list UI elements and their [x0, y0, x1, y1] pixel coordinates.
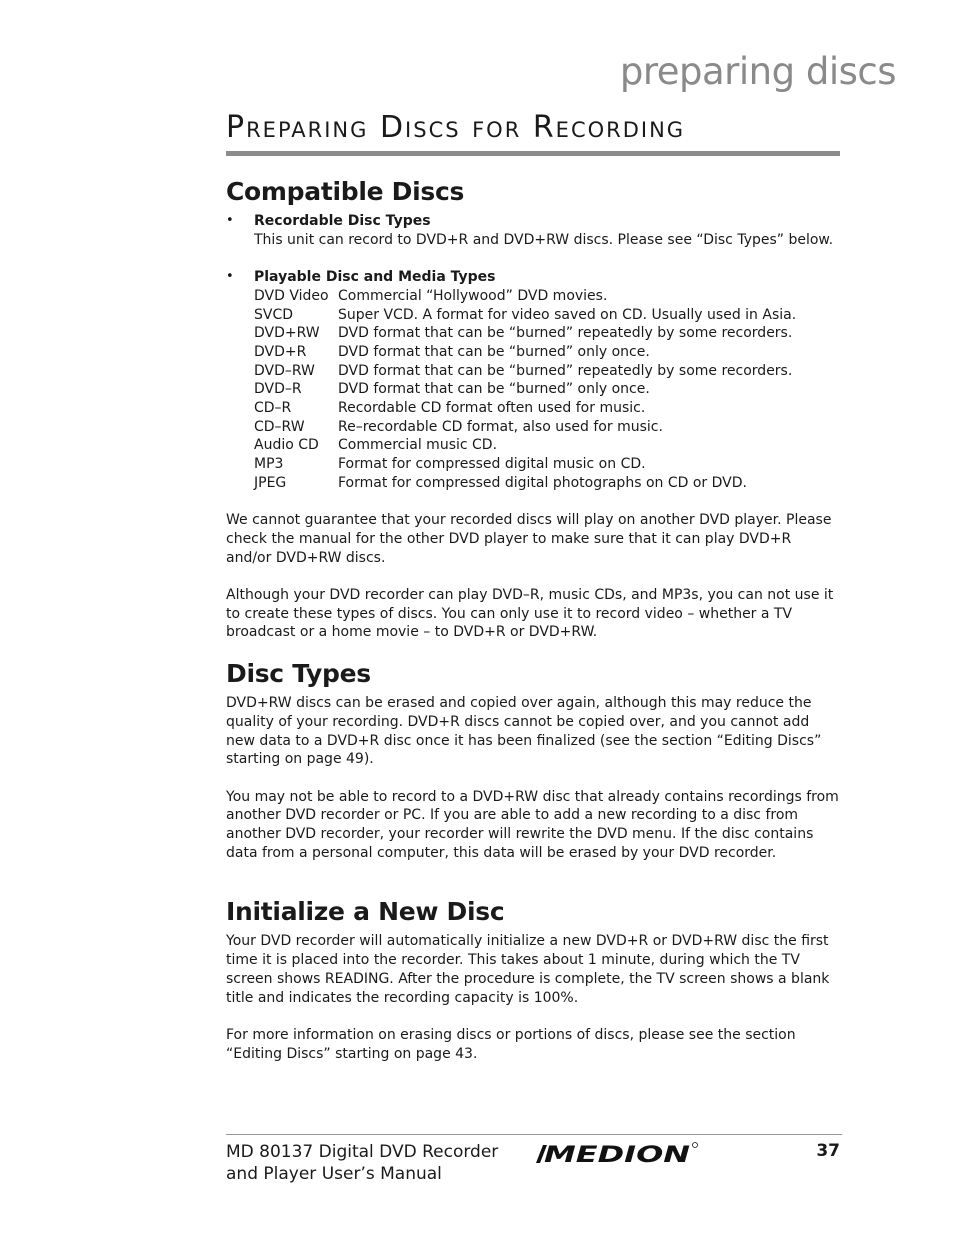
paragraph: Your DVD recorder will automatically initialize a new DVD+R or DVD+RW disc the first time it is placed into the recorder. This takes about 1 minute, during which the TV screen shows READING. After the procedure is complete, the TV screen shows a blank title and indicates the recording capacity is 100%.	[226, 933, 830, 1006]
section-disc-types	[226, 654, 840, 862]
disc-type-name: SVCD	[254, 306, 294, 323]
disc-type-row	[254, 474, 840, 493]
disc-type-row	[254, 306, 840, 325]
disc-type-desc: Recordable CD format often used for music.	[338, 400, 646, 417]
bullet-recordable-disc-types	[226, 212, 840, 249]
paragraph: For more information on erasing discs or portions of discs, please see the section “Editing Discs” starting on page 43.	[226, 1026, 796, 1062]
disc-type-desc: Re–recordable CD format, also used for music.	[338, 418, 663, 435]
disc-type-name: DVD Video	[254, 287, 329, 304]
disc-type-desc: Format for compressed digital music on CD.	[338, 456, 646, 473]
disc-type-name: CD–R	[254, 400, 292, 417]
disc-type-row	[254, 362, 840, 381]
footer-manual-line: MD 80137 Digital DVD Recorder	[226, 1142, 499, 1162]
disc-type-desc: DVD format that can be “burned” repeatedly by some recorders.	[338, 362, 793, 379]
bullet-title: • Playable Disc and Media Types	[254, 269, 496, 286]
section-heading-initialize-new-disc: Initialize a New Disc	[226, 897, 505, 927]
paragraph: Although your DVD recorder can play DVD–R, music CDs, and MP3s, you can not use it to create these types of discs. You can only use it to record video – whether a TV broadcast or a home movie – to DVD+R or DVD+RW.	[226, 587, 834, 641]
disc-type-name: DVD+RW	[254, 325, 320, 342]
paragraph: DVD+RW discs can be erased and copied over again, although this may reduce the quality of your recording. DVD+R discs cannot be copied over, and you cannot add new data to a DVD+R disc once it has been finalized (see the section “Editing Discs” starting on page 49).	[226, 695, 822, 768]
paragraph: We cannot guarantee that your recorded discs will play on another DVD player. Please check the manual for the other DVD player to make sure that it can play DVD+R and/or DVD+RW discs.	[226, 512, 832, 566]
footer-manual-line: and Player User’s Manual	[226, 1164, 442, 1184]
page-number: 37	[816, 1141, 840, 1161]
section-heading-compatible-discs: Compatible Discs	[226, 177, 465, 206]
main-content	[226, 172, 840, 1063]
disc-type-name: MP3	[254, 456, 284, 473]
section-compatible-discs	[226, 172, 840, 642]
disc-type-desc: DVD format that can be “burned” only once.	[338, 343, 650, 360]
disc-type-row	[254, 324, 840, 343]
disc-type-name: CD–RW	[254, 418, 305, 435]
disc-type-name: DVD–R	[254, 381, 302, 398]
medion-logo	[534, 1139, 700, 1167]
disc-type-row	[254, 399, 840, 418]
disc-type-row	[254, 287, 840, 306]
disc-type-name: Audio CD	[254, 437, 319, 454]
disc-type-desc: Commercial music CD.	[338, 437, 498, 454]
disc-type-row	[254, 436, 840, 455]
disc-type-name: DVD–RW	[254, 362, 315, 379]
disc-type-desc: Commercial “Hollywood” DVD movies.	[338, 287, 608, 304]
footer-rule	[226, 1134, 842, 1135]
running-header: preparing discs	[619, 50, 896, 93]
disc-type-desc: Super VCD. A format for video saved on CD. Usually used in Asia.	[338, 306, 797, 323]
disc-type-row	[254, 380, 840, 399]
disc-type-list	[254, 287, 840, 493]
paragraph: You may not be able to record to a DVD+RW disc that already contains recordings from another DVD recorder or PC. If you are able to add a new recording to a disc from another DVD recorder, your recorder will rewrite the DVD menu. If the disc contains data from a personal computer, this data will be erased by your DVD recorder.	[226, 788, 839, 861]
footer-manual-title	[226, 1141, 498, 1185]
disc-type-name: DVD+R	[254, 343, 307, 360]
section-initialize-new-disc	[226, 892, 840, 1063]
disc-type-row	[254, 418, 840, 437]
disc-type-desc: DVD format that can be “burned” only once.	[338, 381, 650, 398]
disc-type-desc: DVD format that can be “burned” repeatedly by some recorders.	[338, 325, 793, 342]
disc-type-row	[254, 343, 840, 362]
page-title: Preparing Discs for Recording	[226, 110, 686, 145]
bullet-title: • Recordable Disc Types	[254, 213, 431, 229]
disc-type-desc: Format for compressed digital photographs on CD or DVD.	[338, 474, 747, 491]
section-heading-disc-types: Disc Types	[226, 659, 371, 689]
title-rule	[226, 151, 840, 156]
bullet-text: This unit can record to DVD+R and DVD+RW discs. Please see “Disc Types” below.	[254, 231, 834, 248]
disc-type-row	[254, 455, 840, 474]
bullet-playable-disc-types	[226, 268, 840, 287]
medion-logo-text: MEDION	[544, 1143, 690, 1167]
disc-type-name: JPEG	[254, 474, 287, 491]
